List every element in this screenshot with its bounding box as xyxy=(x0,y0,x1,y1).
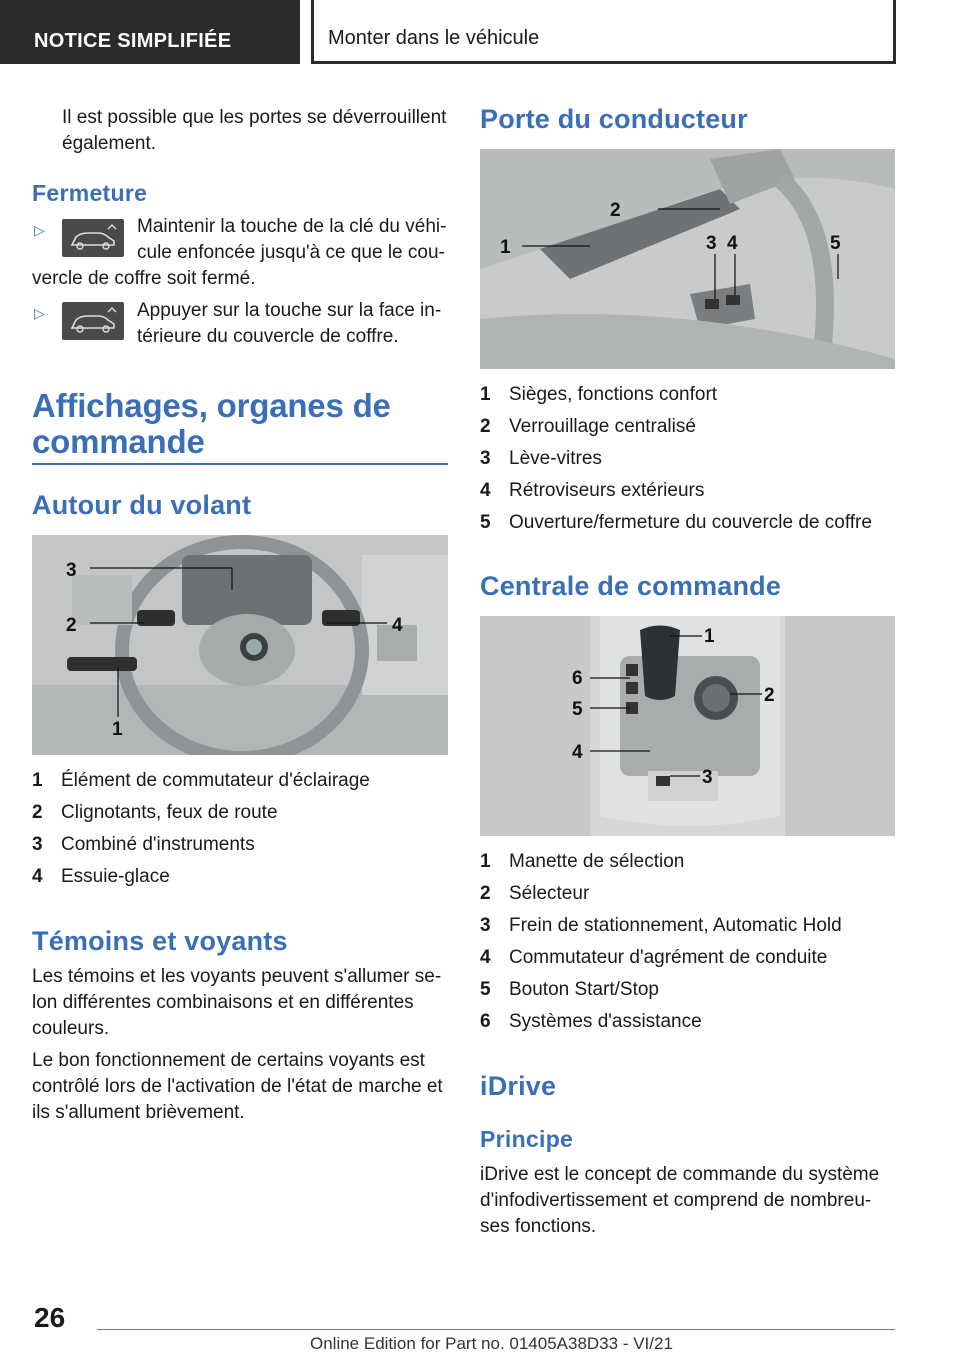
principe-line-1: iDrive est le concept de commande du système xyxy=(480,1164,880,1185)
principe-line-2: d'infodivertissement et comprend de nombreu- xyxy=(480,1190,872,1211)
section-rule xyxy=(32,463,448,465)
principe-heading: Principe xyxy=(480,1126,574,1152)
legend-num: 5 xyxy=(480,979,491,1000)
temoins-p1-line-3: couleurs. xyxy=(32,1018,110,1039)
legend-num: 5 xyxy=(480,512,491,533)
centrale-callout-2: 2 xyxy=(764,685,775,706)
footer-edition: Online Edition for Part no. 01405A38D33 - VI/21 xyxy=(310,1334,673,1353)
legend-num: 4 xyxy=(480,947,491,968)
centrale-callout-3: 3 xyxy=(702,767,713,788)
legend-text: Commutateur d'agrément de conduite xyxy=(509,947,828,968)
section-tab: NOTICE SIMPLIFIÉE xyxy=(0,0,300,64)
centrale-heading: Centrale de commande xyxy=(480,571,782,601)
bullet1-line-3: vercle de coffre soit fermé. xyxy=(32,268,256,289)
volant-heading: Autour du volant xyxy=(32,490,252,520)
volant-callout-1: 1 xyxy=(112,719,123,740)
centrale-callout-5: 5 xyxy=(572,699,583,720)
intro-line-2: également. xyxy=(62,133,157,154)
porte-heading: Porte du conducteur xyxy=(480,104,748,134)
legend-text: Essuie-glace xyxy=(61,866,170,887)
principe-line-3: ses fonctions. xyxy=(480,1216,597,1237)
legend-text: Combiné d'instruments xyxy=(61,834,255,855)
legend-text: Ouverture/fermeture du couvercle de coffre xyxy=(509,512,872,533)
bullet1-line-1: Maintenir la touche de la clé du véhi- xyxy=(137,216,447,237)
bullet-marker-2: ▷ xyxy=(34,305,45,321)
porte-callout-5: 5 xyxy=(830,233,841,254)
temoins-p1-line-1: Les témoins et les voyants peuvent s'allumer se- xyxy=(32,966,442,987)
legend-text: Frein de stationnement, Automatic Hold xyxy=(509,915,842,936)
legend-text: Rétroviseurs extérieurs xyxy=(509,480,705,501)
legend-num: 4 xyxy=(480,480,491,501)
car-trunk-button-icon xyxy=(62,302,124,340)
affichages-heading-line-1: Affichages, organes de xyxy=(32,387,391,424)
temoins-p1-line-2: lon différentes combinaisons et en différentes xyxy=(32,992,414,1013)
legend-num: 4 xyxy=(32,866,43,887)
volant-callout-3: 3 xyxy=(66,560,77,581)
temoins-heading: Témoins et voyants xyxy=(32,926,288,956)
bullet-marker-1: ▷ xyxy=(34,222,45,238)
legend-text: Sélecteur xyxy=(509,883,590,904)
steering-wheel-photo xyxy=(32,535,448,755)
porte-callout-3: 3 xyxy=(706,233,717,254)
affichages-heading-line-2: commande xyxy=(32,423,205,460)
car-key-trunk-icon xyxy=(62,219,124,257)
legend-text: Bouton Start/Stop xyxy=(509,979,659,1000)
legend-num: 3 xyxy=(480,915,491,936)
footer-rule xyxy=(97,1329,895,1330)
temoins-p2-line-2: contrôlé lors de l'activation de l'état de marche et xyxy=(32,1076,443,1097)
legend-text: Manette de sélection xyxy=(509,851,685,872)
chapter-title: Monter dans le véhicule xyxy=(311,0,896,64)
legend-num: 1 xyxy=(480,384,491,405)
volant-callout-4: 4 xyxy=(392,615,403,636)
centrale-callout-1: 1 xyxy=(704,626,715,647)
driver-door-photo xyxy=(480,149,895,369)
centrale-callout-6: 6 xyxy=(572,668,583,689)
legend-num: 2 xyxy=(480,883,491,904)
legend-num: 6 xyxy=(480,1011,491,1032)
legend-num: 3 xyxy=(32,834,43,855)
legend-text: Systèmes d'assistance xyxy=(509,1011,702,1032)
legend-num: 1 xyxy=(480,851,491,872)
bullet2-line-1: Appuyer sur la touche sur la face in- xyxy=(137,300,442,321)
porte-callout-4: 4 xyxy=(727,233,738,254)
legend-text: Sièges, fonctions confort xyxy=(509,384,718,405)
center-console-photo xyxy=(480,616,895,836)
fermeture-heading: Fermeture xyxy=(32,180,148,206)
page-number: 26 xyxy=(34,1302,66,1333)
legend-text: Élément de commutateur d'éclairage xyxy=(61,770,370,791)
legend-text: Clignotants, feux de route xyxy=(61,802,278,823)
idrive-heading: iDrive xyxy=(480,1071,557,1101)
legend-num: 1 xyxy=(32,770,43,791)
intro-line-1: Il est possible que les portes se déverrouillent xyxy=(62,107,447,128)
temoins-p2-line-3: ils s'allument brièvement. xyxy=(32,1102,245,1123)
legend-text: Verrouillage centralisé xyxy=(509,416,696,437)
volant-callout-2: 2 xyxy=(66,615,77,636)
legend-num: 2 xyxy=(32,802,43,823)
bullet2-line-2: térieure du couvercle de coffre. xyxy=(137,326,399,347)
porte-callout-1: 1 xyxy=(500,237,511,258)
porte-callout-2: 2 xyxy=(610,200,621,221)
legend-num: 2 xyxy=(480,416,491,437)
centrale-callout-4: 4 xyxy=(572,742,583,763)
legend-num: 3 xyxy=(480,448,491,469)
temoins-p2-line-1: Le bon fonctionnement de certains voyants est xyxy=(32,1050,425,1071)
legend-text: Lève-vitres xyxy=(509,448,602,469)
bullet1-line-2: cule enfoncée jusqu'à ce que le cou- xyxy=(137,242,445,263)
